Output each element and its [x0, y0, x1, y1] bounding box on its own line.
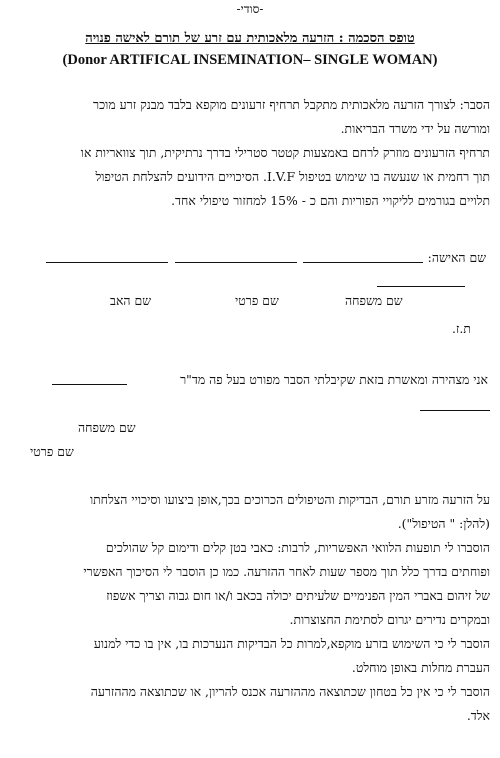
woman-name-continuation-field[interactable] [377, 274, 465, 287]
consent-line: (להלן: " הטיפול"). [397, 516, 490, 531]
consent-line: הוסבר לי כי אין כל בטחון שכתוצאה מההזרעה אכנס להריון, או שכתוצאה מההזרעה [90, 684, 490, 699]
woman-family-name-field[interactable] [303, 250, 423, 263]
woman-father-name-field[interactable] [46, 250, 168, 263]
explanation-line: תלויים בגורמים לליקויי הפוריות והם כ - 15% למחזור טיפולי אחד. [171, 193, 490, 208]
consent-line: הוסברו לי תופעות הלוואי האפשריות, לרבות: כאבי בטן קלים ודימום קל שהולכים [105, 540, 490, 555]
explanation-line: תוך רחמית או שנעשה בו שימוש בטיפול I.V.F. הסיכויים הידועים להצלחת הטיפול [95, 169, 490, 184]
explanation-line: הסבר: לצורך הזרעה מלאכותית מתקבל תרחיף זרעונים מוקפא בלבד מבנק זרע מוכר [93, 97, 490, 112]
doctor-family-name-caption: שם משפחה [78, 420, 136, 435]
consent-line: על הזרעה מזרע תורם, הבדיקות והטיפולים הכרוכים בכך,אופן ביצועו וסיכויי הצלחתו [89, 492, 490, 507]
father-name-caption: שם האב [110, 293, 151, 308]
woman-name-label: שם האישה: [427, 250, 486, 265]
form-subtitle: (Donor ARTIFICAL INSEMINATION– SINGLE WOMAN) [62, 52, 438, 68]
woman-first-name-field[interactable] [175, 250, 297, 263]
consent-line: ופוחתים בדרך כלל תוך מספר שעות לאחר ההזרעה. כמו כן הוסבר לי הסיכוך האפשרי [83, 564, 490, 579]
doctor-first-name-caption: שם פרטי [30, 444, 74, 459]
first-name-caption: שם פרטי [235, 293, 279, 308]
doctor-family-name-field[interactable] [52, 372, 127, 385]
consent-line: ובמקרים נדירים יגרום לסתימת החצוצרות. [289, 612, 490, 627]
explanation-line: תרחיף הזרעונים מוזרק לרחם באמצעות קטטר סטרילי בדרך נרתיקית, תוך צוואריות או [80, 145, 490, 160]
consent-line: העברת מחלות באופן מוחלט. [351, 660, 490, 675]
consent-line: אלד. [466, 708, 490, 723]
consent-line: של זיהום באברי המין הפנימיים שלעיתים יכולה בכאב ו/או חום גבוה וצריך אשפוז [106, 588, 490, 603]
consent-line: הוסבר לי כי השימוש בזרע מוקפא,למרות כל הבדיקות הנערכות בו, אין בו כדי למנוע [93, 636, 490, 651]
declaration-text: אני מצהירה ומאשרת בזאת שקיבלתי הסבר מפורט בעל פה מד"ר [180, 372, 488, 387]
form-title: טופס הסכמה : הזרעה מלאכותית עם זרע של תורם לאישה פנויה [85, 31, 415, 46]
consent-section [12, 488, 490, 728]
doctor-name-continuation-field[interactable] [420, 398, 490, 411]
confidential-mark: -סודי- [236, 2, 264, 16]
explanation-section [12, 93, 490, 213]
family-name-caption: שם משפחה [345, 293, 403, 308]
explanation-line: ומורשה על ידי משרד הבריאות. [340, 121, 490, 136]
id-label: ת.ז. [452, 321, 471, 336]
